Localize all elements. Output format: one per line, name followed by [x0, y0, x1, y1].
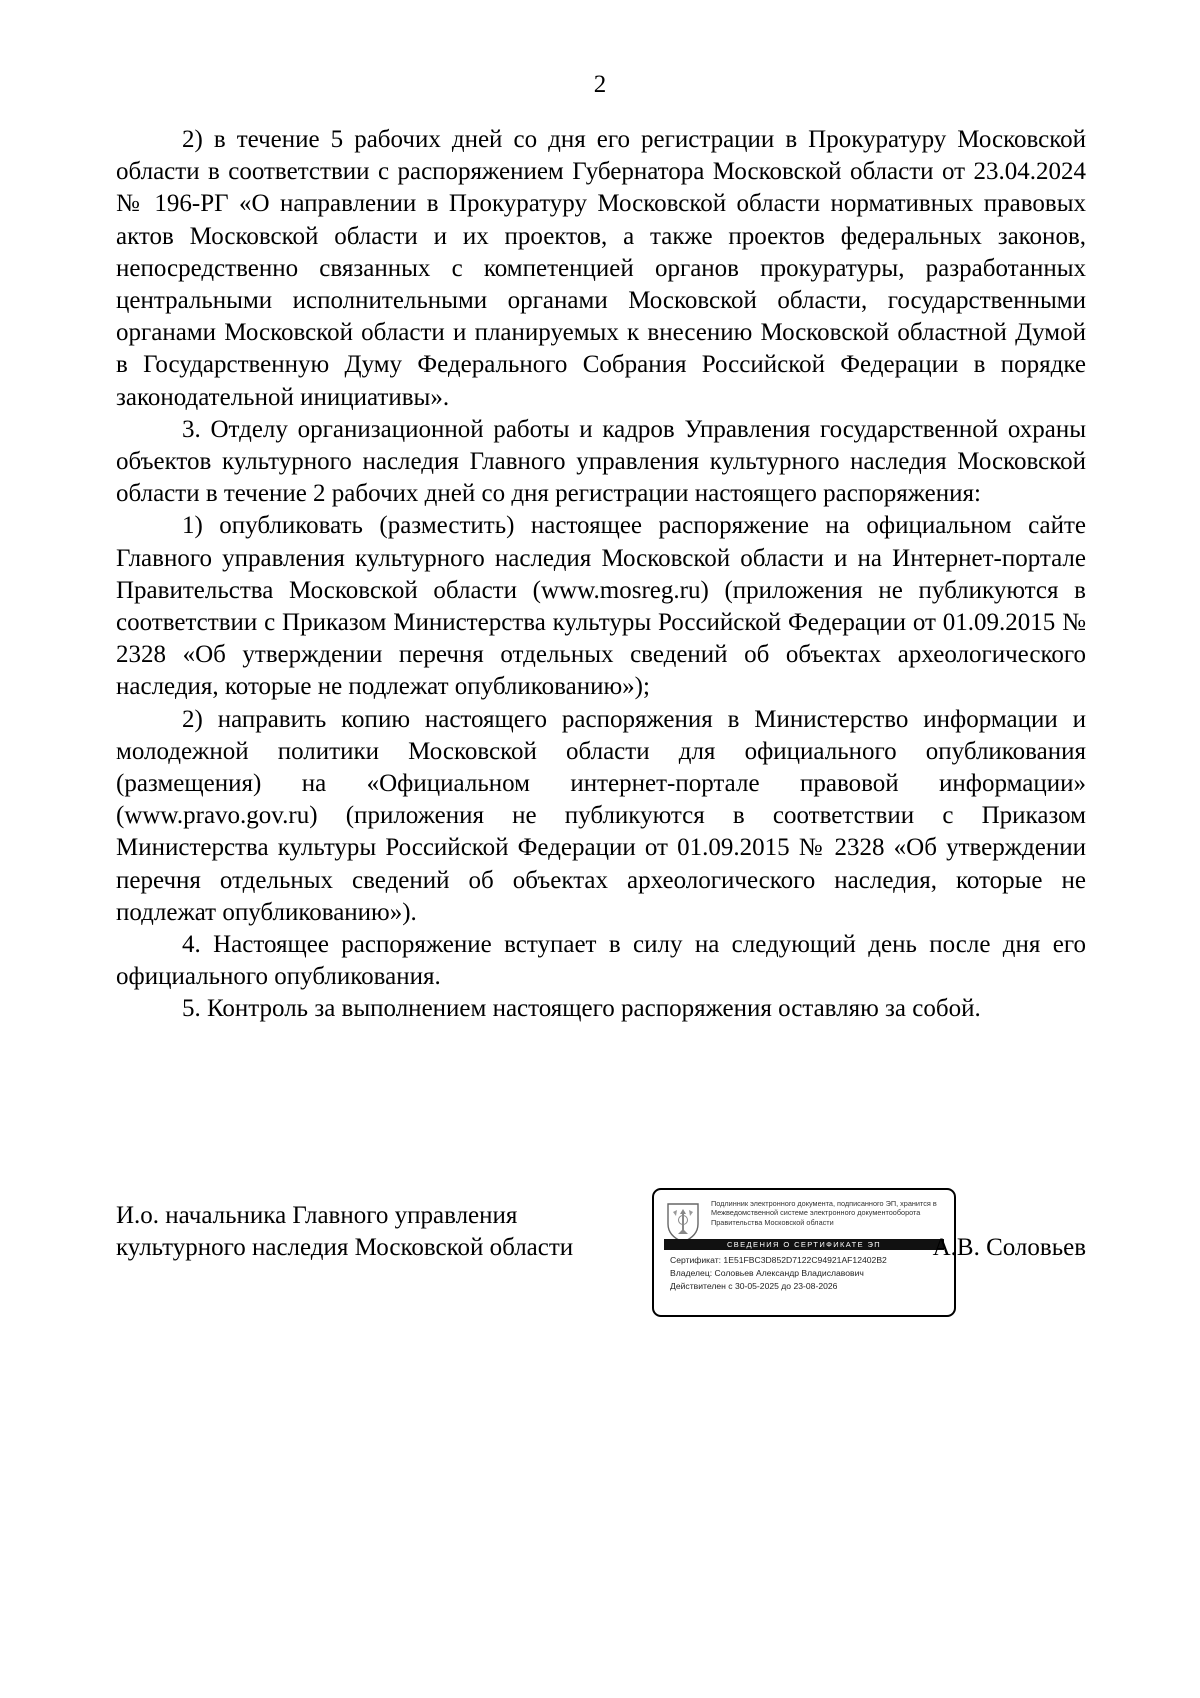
- electronic-signature-stamp: [652, 1188, 956, 1317]
- paragraph-item-2-2: 2) в течение 5 рабочих дней со дня его регистрации в Прокуратуру Московской области в соответствии с распоряжением Губернатора Московской области от 23.04.2024 № 196-РГ «О направлении в Прокуратуру Московской области нормативных правовых актов Московской области и их проектов, а также проектов федеральных законов, непосредственно связанных с компетенцией органов прокуратуры, разработанных центральными исполнительными органами Московской области, государственными органами Московской области и планируемых к внесению Московской областной Думой в Государственную Думу Федерального Собрания Российской Федерации в порядке законодательной инициативы».: [116, 126, 1086, 411]
- signature-block: [116, 1188, 1086, 1318]
- paragraph-item-4: 4. Настоящее распоряжение вступает в силу на следующий день после дня его официального опубликования.: [116, 931, 1086, 991]
- document-body: [116, 124, 1086, 1026]
- signatory-position-line-2: культурного наследия Московской области: [116, 1234, 574, 1261]
- moscow-oblast-coat-of-arms-icon: [664, 1200, 702, 1244]
- paragraph-item-3-2: 2) направить копию настоящего распоряжения в Министерство информации и молодежной политики Московской области для официального опубликования (размещения) на «Официальном интернет-портале правовой информации» (www.pravo.gov.ru) (приложения не публикуются в соответствии с Приказом Министерства культуры Российской Федерации от 01.09.2015 № 2328 «Об утверждении перечня отдельных сведений об объектах археологического наследия, которые не подлежат опубликованию»).: [116, 705, 1086, 926]
- stamp-note: Подлинник электронного документа, подписанного ЭП, хранится в Межведомственной системе электронного документооборота Правительства Московской области: [711, 1199, 937, 1227]
- paragraph-item-3-1: 1) опубликовать (разместить) настоящее распоряжение на официальном сайте Главного управления культурного наследия Московской области и на Интернет-портале Правительства Московской области (www.mosreg.ru) (приложения не публикуются в соответствии с Приказом Министерства культуры Российской Федерации от 01.09.2015 № 2328 «Об утверждении перечня отдельных сведений об объектах археологического наследия, которые не подлежат опубликованию»);: [116, 512, 1086, 701]
- stamp-certificate: Сертификат: 1E51FBC3D852D7122C94921AF12402B2: [670, 1255, 887, 1265]
- page-number: 2: [593, 71, 607, 98]
- paragraph-item-5: 5. Контроль за выполнением настоящего распоряжения оставляю за собой.: [182, 995, 981, 1023]
- stamp-header: СВЕДЕНИЯ О СЕРТИФИКАТЕ ЭП: [664, 1239, 944, 1250]
- signatory-position-line-1: И.о. начальника Главного управления: [116, 1202, 518, 1229]
- signatory-name: А.В. Соловьев: [932, 1234, 1086, 1261]
- stamp-owner: Владелец: Соловьев Александр Владиславович: [670, 1268, 864, 1278]
- stamp-validity: Действителен с 30-05-2025 до 23-08-2026: [670, 1281, 838, 1291]
- signatory-position: [116, 1200, 573, 1264]
- paragraph-item-3: 3. Отделу организационной работы и кадров Управления государственной охраны объектов культурного наследия Главного управления культурного наследия Московской области в течение 2 рабочих дней со дня регистрации настоящего распоряжения:: [116, 415, 1086, 508]
